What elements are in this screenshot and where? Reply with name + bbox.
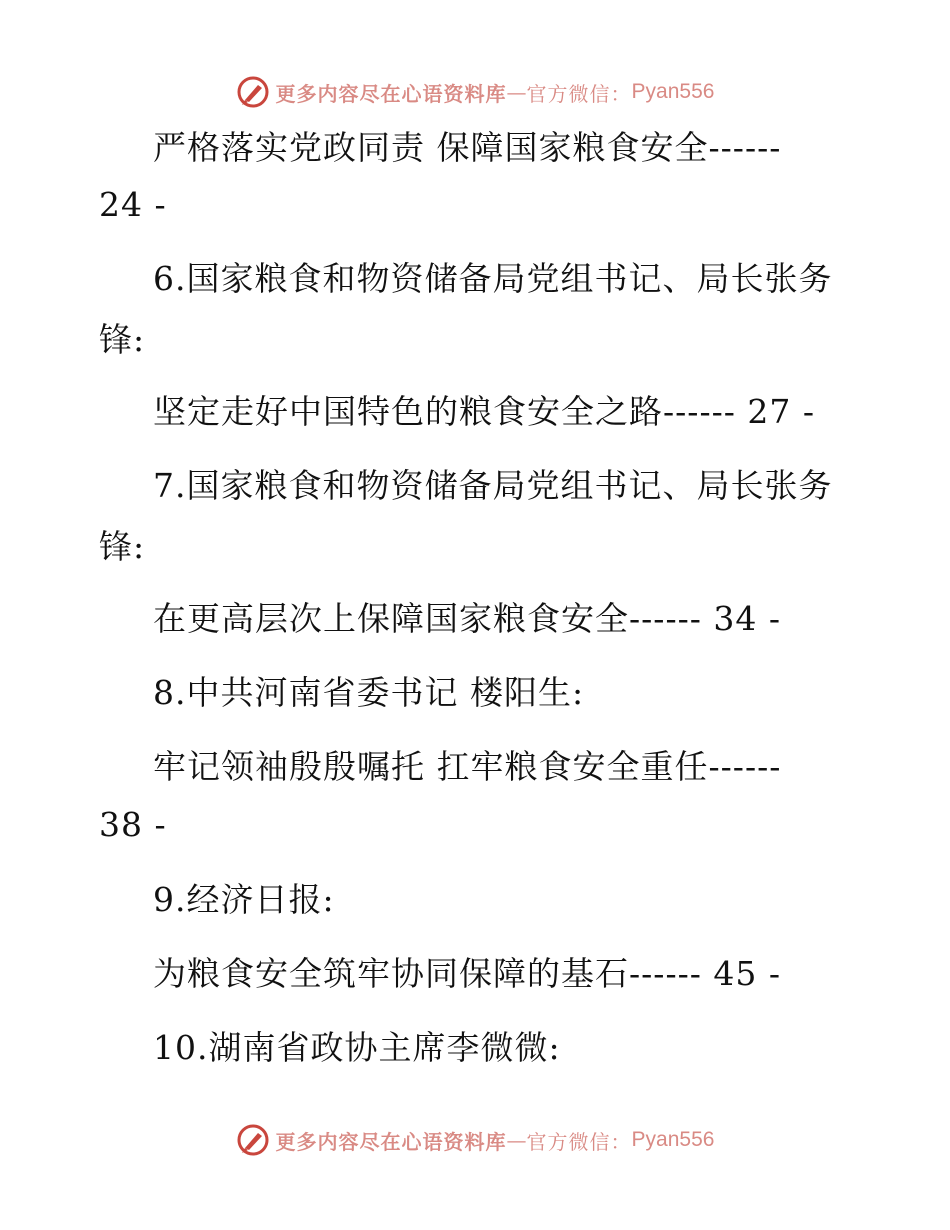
- toc-line: 8.中共河南省委书记 楼阳生:: [153, 673, 585, 712]
- watermark-wechat-label: 官方微信：: [526, 1129, 632, 1154]
- pen-logo-icon: [236, 75, 270, 109]
- toc-line: 在更高层次上保障国家粮食安全------ 34 -: [153, 599, 782, 638]
- toc-line: 坚定走好中国特色的粮食安全之路------ 27 -: [153, 392, 816, 431]
- toc-line: 严格落实党政同责 保障国家粮食安全------: [153, 128, 782, 167]
- toc-line: 7.国家粮食和物资储备局党组书记、局长张务: [153, 466, 833, 505]
- toc-line: 为粮食安全筑牢协同保障的基石------ 45 -: [153, 954, 782, 993]
- watermark-text: 更多内容尽在心语资料库: [275, 1129, 507, 1154]
- watermark-banner-top: [0, 72, 950, 112]
- watermark-dash: —: [506, 80, 527, 104]
- watermark-banner-bottom: [0, 1120, 950, 1160]
- watermark-wechat-id: Pyan556: [631, 1128, 715, 1151]
- toc-line: 24 -: [99, 185, 167, 224]
- toc-line: 6.国家粮食和物资储备局党组书记、局长张务: [153, 259, 833, 298]
- toc-line: 锋:: [99, 527, 146, 566]
- toc-line: 9.经济日报:: [153, 880, 335, 919]
- toc-line: 锋:: [99, 320, 146, 359]
- watermark-dash: —: [506, 1128, 527, 1152]
- toc-line: 38 -: [99, 805, 167, 844]
- toc-line: 10.湖南省政协主席李微微:: [153, 1028, 561, 1067]
- watermark-wechat-id: Pyan556: [631, 80, 715, 103]
- watermark-text: 更多内容尽在心语资料库: [275, 81, 507, 106]
- toc-line: 牢记领袖殷殷嘱托 扛牢粮食安全重任------: [153, 747, 782, 786]
- watermark-wechat-label: 官方微信：: [526, 81, 632, 106]
- pen-logo-icon: [236, 1123, 270, 1157]
